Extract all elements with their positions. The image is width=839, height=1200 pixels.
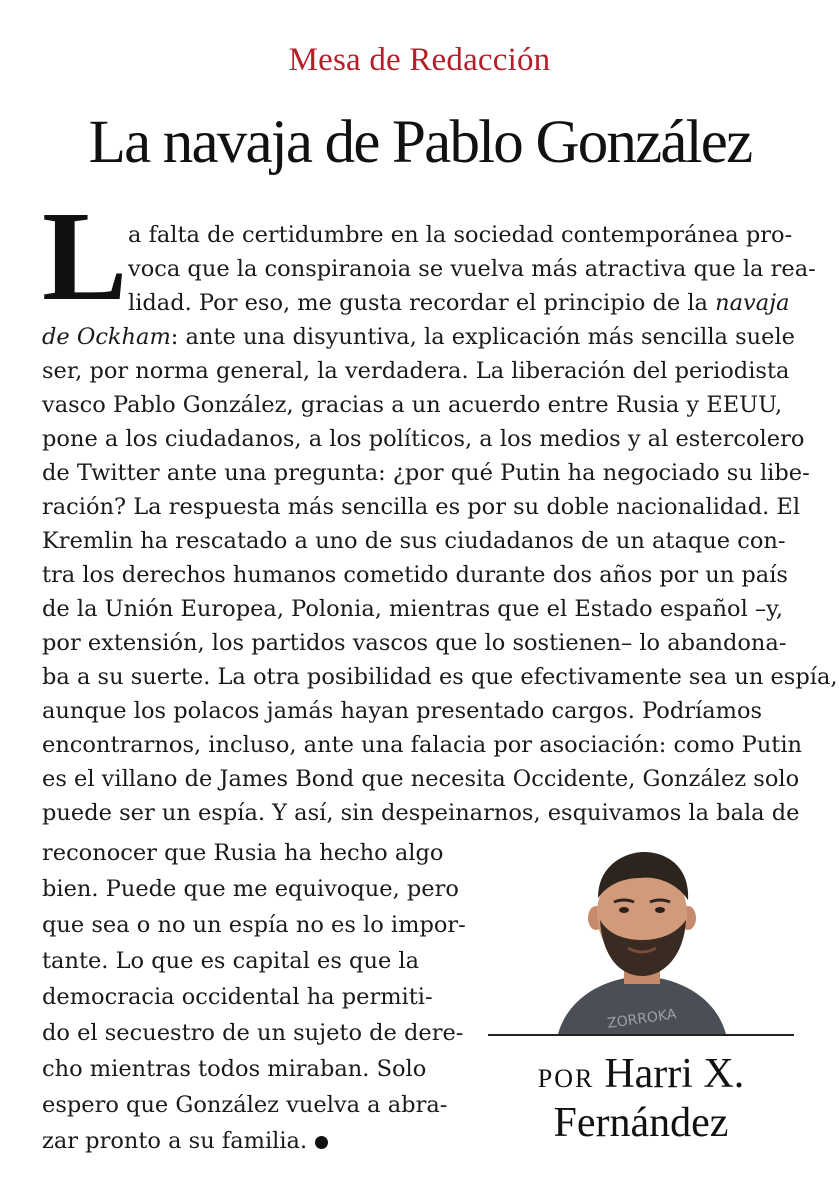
body-line: bien. Puede que me equivoque, pero <box>42 876 459 902</box>
body-text: lidad. Por eso, me gusta recordar el principio de la <box>128 290 716 316</box>
body-line: tante. Lo que es capital es que la <box>42 948 420 974</box>
body-line: Kremlin ha rescatado a uno de sus ciudadanos de un ataque con- <box>42 528 786 554</box>
svg-text:ZORROKA: ZORROKA <box>606 1006 678 1032</box>
body-line: por extensión, los partidos vascos que lo sostienen– lo abandona- <box>42 630 787 656</box>
section-label: Mesa de Redacción <box>288 42 551 78</box>
body-line: es el villano de James Bond que necesita Occidente, González solo <box>42 766 800 792</box>
body-line: ración? La respuesta más sencilla es por su doble nacionalidad. El <box>42 494 801 520</box>
body-line <box>42 320 795 354</box>
body-line: de la Unión Europea, Polonia, mientras que el Estado español –y, <box>42 596 784 622</box>
body-text: : ante una disyuntiva, la explicación más sencilla suele <box>170 324 795 350</box>
body-line: tra los derechos humanos cometido durante dos años por un país <box>42 562 788 588</box>
italic-term: navaja <box>715 290 790 316</box>
byline-prefix: POR <box>537 1064 595 1093</box>
body-line: reconocer que Rusia ha hecho algo <box>42 840 444 866</box>
byline-line-1 <box>488 1052 794 1101</box>
end-mark-icon <box>315 1136 328 1149</box>
body-line: puede ser un espía. Y así, sin despeinarnos, esquivamos la bala de <box>42 800 800 826</box>
byline-rule <box>488 1034 794 1036</box>
body-line: democracia occidental ha permiti- <box>42 984 433 1010</box>
body-line: ba a su suerte. La otra posibilidad es que efectivamente sea un espía, <box>42 664 838 690</box>
author-name-first: Harri X. <box>604 1051 745 1097</box>
body-line: cho mientras todos miraban. Solo <box>42 1056 427 1082</box>
headline: La navaja de Pablo González <box>88 109 752 176</box>
body-line: do el secuestro de un sujeto de dere- <box>42 1020 464 1046</box>
body-line <box>128 286 790 320</box>
italic-term-end: de Ockham <box>42 324 171 350</box>
drop-cap: L <box>42 185 128 327</box>
byline <box>488 1052 794 1145</box>
body-text: zar pronto a su familia. <box>42 1128 308 1154</box>
body-line: pone a los ciudadanos, a los políticos, a los medios y al estercolero <box>42 426 805 452</box>
body-line: de Twitter ante una pregunta: ¿por qué Putin ha negociado su libe- <box>42 460 810 486</box>
body-line: encontrarnos, incluso, ante una falacia por asociación: como Putin <box>42 732 803 758</box>
author-name-last: Fernández <box>553 1100 729 1146</box>
author-photo <box>548 848 736 1034</box>
body-line: a falta de certidumbre en la sociedad contemporánea pro- <box>128 222 793 248</box>
body-line: espero que González vuelva a abra- <box>42 1092 448 1118</box>
body-line <box>42 1124 328 1158</box>
body-line: aunque los polacos jamás hayan presentado cargos. Podríamos <box>42 698 763 724</box>
body-line: voca que la conspiranoia se vuelva más atractiva que la rea- <box>128 256 816 282</box>
body-line: ser, por norma general, la verdadera. La liberación del periodista <box>42 358 790 384</box>
body-line: que sea o no un espía no es lo impor- <box>42 912 466 938</box>
body-line: vasco Pablo González, gracias a un acuerdo entre Rusia y EEUU, <box>42 392 783 418</box>
